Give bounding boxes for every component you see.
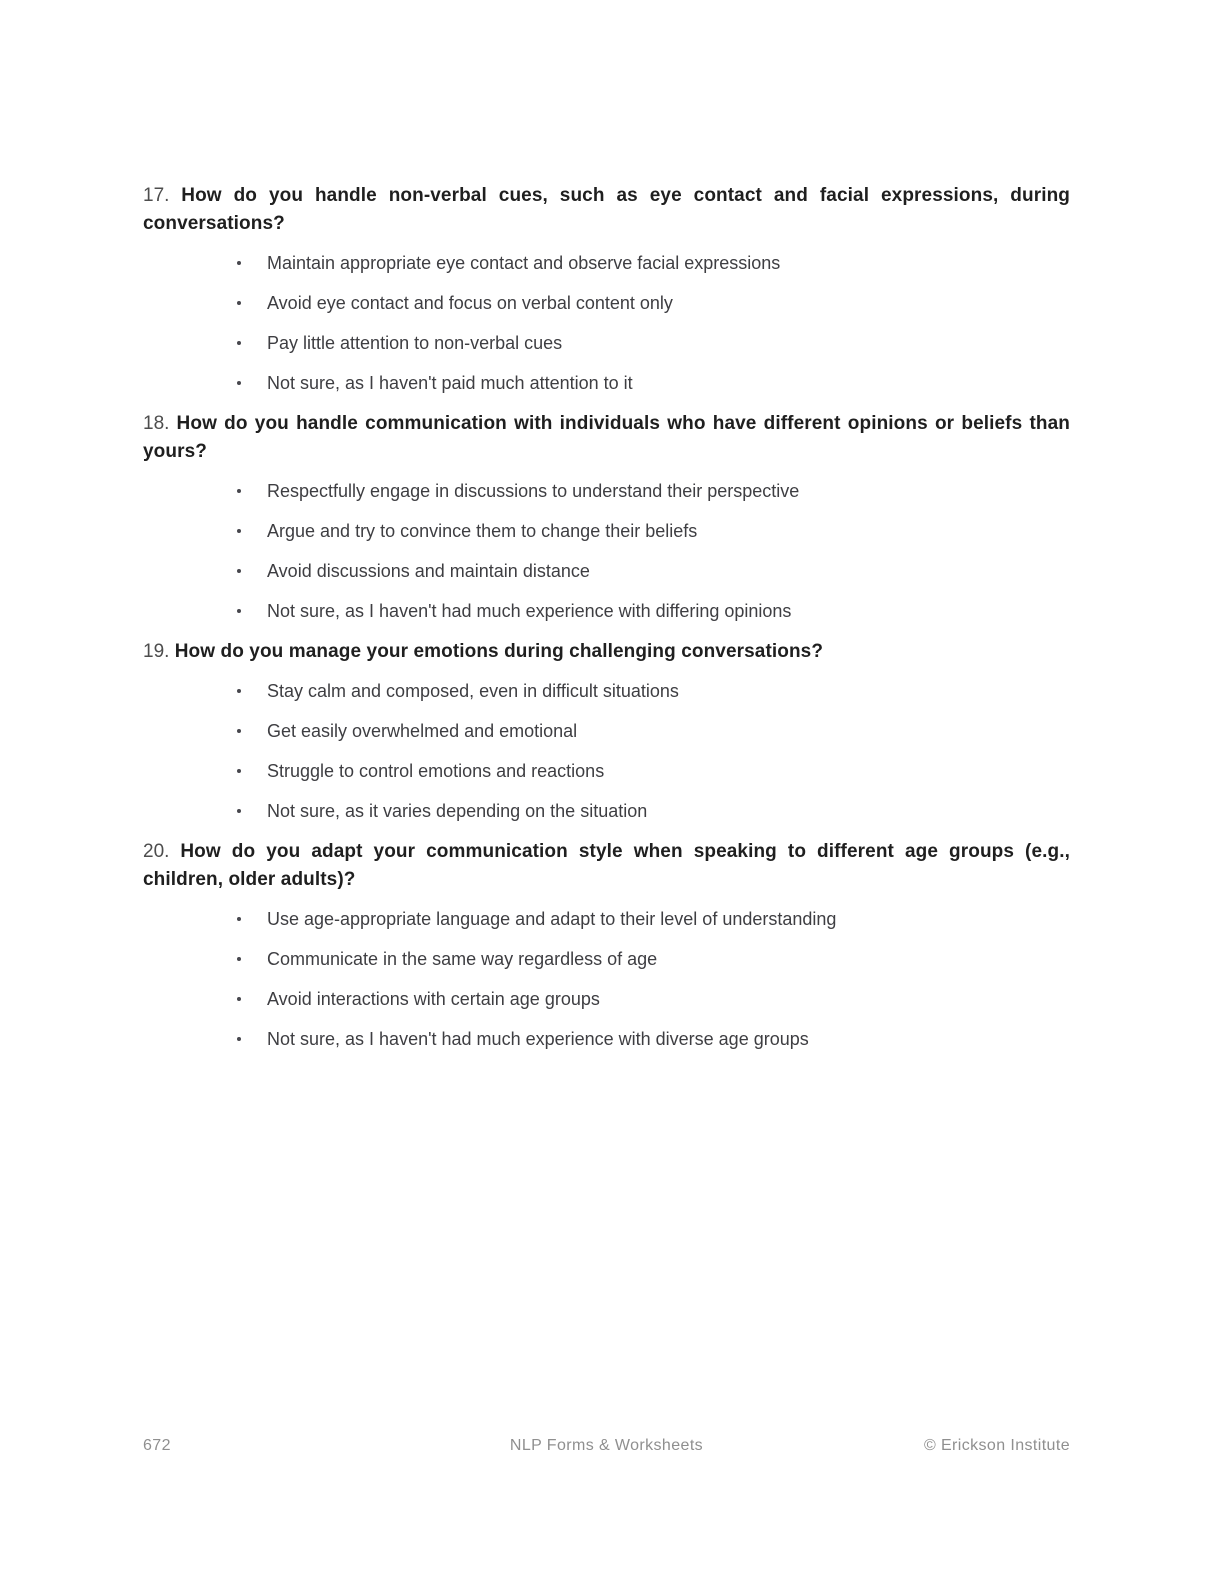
bullet-icon [237,957,241,961]
bullet-icon [237,769,241,773]
options-list [143,906,1070,1052]
option-text: Use age-appropriate language and adapt to their level of understanding [267,909,837,929]
question-block-19 [143,638,1070,824]
option-item [237,906,1070,932]
question-block-17 [143,182,1070,396]
option-item [237,986,1070,1012]
option-text: Argue and try to convince them to change their beliefs [267,521,698,541]
options-list [143,250,1070,396]
option-item [237,946,1070,972]
question-title: How do you handle non-verbal cues, such as eye contact and facial expressions, during conversations? [143,185,1071,234]
question-block-20 [143,838,1070,1052]
option-text: Respectfully engage in discussions to understand their perspective [267,481,800,501]
option-text: Get easily overwhelmed and emotional [267,721,578,741]
bullet-icon [237,301,241,305]
question-block-18 [143,410,1070,624]
bullet-icon [237,917,241,921]
bullet-icon [237,997,241,1001]
bullet-icon [237,689,241,693]
option-item [237,250,1070,276]
option-item [237,330,1070,356]
option-text: Communicate in the same way regardless of age [267,949,658,969]
option-item [237,290,1070,316]
option-text: Not sure, as I haven't had much experience with diverse age groups [267,1029,809,1049]
bullet-icon [237,809,241,813]
bullet-icon [237,569,241,573]
question-title: How do you manage your emotions during challenging conversations? [174,641,824,662]
option-text: Not sure, as I haven't paid much attention to it [267,373,633,393]
question-text [143,410,1070,466]
option-item [237,798,1070,824]
option-text: Not sure, as it varies depending on the situation [267,801,648,821]
options-list [143,678,1070,824]
option-item [237,370,1070,396]
options-list [143,478,1070,624]
option-item [237,718,1070,744]
option-item [237,518,1070,544]
bullet-icon [237,609,241,613]
bullet-icon [237,341,241,345]
bullet-icon [237,729,241,733]
option-text: Avoid eye contact and focus on verbal content only [267,293,673,313]
question-text [143,182,1070,238]
option-item [237,1026,1070,1052]
option-text: Avoid interactions with certain age groups [267,989,600,1009]
option-item [237,478,1070,504]
question-text [143,838,1070,894]
option-text: Maintain appropriate eye contact and observe facial expressions [267,253,781,273]
option-text: Pay little attention to non-verbal cues [267,333,563,353]
question-number: 17. [143,185,170,206]
question-text [143,638,1070,666]
question-number: 19. [143,641,170,662]
option-text: Not sure, as I haven't had much experience with differing opinions [267,601,792,621]
option-text: Avoid discussions and maintain distance [267,561,590,581]
bullet-icon [237,261,241,265]
footer-page-number: 672 [143,1437,171,1454]
option-item [237,598,1070,624]
option-text: Stay calm and composed, even in difficult situations [267,681,679,701]
option-item [237,758,1070,784]
bullet-icon [237,1037,241,1041]
footer-copyright: © Erickson Institute [923,1437,1070,1454]
option-item [237,678,1070,704]
page-footer [143,1437,1070,1455]
question-number: 18. [143,413,170,434]
question-number: 20. [143,841,170,862]
option-text: Struggle to control emotions and reactions [267,761,605,781]
bullet-icon [237,489,241,493]
bullet-icon [237,529,241,533]
bullet-icon [237,381,241,385]
option-item [237,558,1070,584]
question-title: How do you adapt your communication style when speaking to different age groups (e.g., children, older adults)? [143,841,1070,890]
footer-title: NLP Forms & Worksheets [509,1437,704,1454]
question-title: How do you handle communication with individuals who have different opinions or beliefs than yours? [143,413,1070,462]
